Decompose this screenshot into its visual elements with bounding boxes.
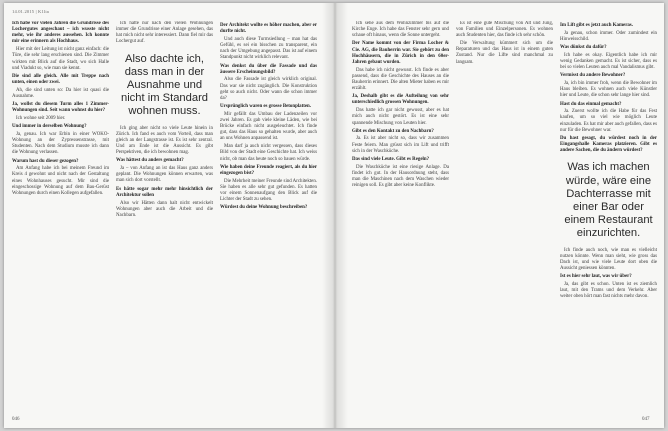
interview-question: Ist es hier sehr laut, was wir über? — [560, 274, 632, 280]
body-paragraph: Die Waschküche ist eine riesige Anlage. Da findet ich gut. In der Hausordnung steht, dass man die Maschinen nach dem Waschen wieder reinigen soll. Es gibt aber keine Konflikte. — [352, 164, 449, 189]
interview-question: Ja, Deshalb gibt es die Aufteilung von sehr unterschiedlich grossen Wohnungen. — [352, 94, 449, 106]
page-number-right: 047 — [642, 417, 650, 422]
body-paragraph: Am Anfang habe ich bei meinem Freund im Kreis 4 gewohnt und nicht nach der Gestaltung eines Wohnhauses gesucht. Mir sind die eingeschossige Wohnung auf dem Bau-Gerüst Wohnungen durch einen Kollegen aufgefallen. — [12, 166, 109, 196]
body-paragraph: Ja genau, schon immer. Oder zumindest ein Hinweisschild. — [560, 30, 657, 42]
interview-question: Was hättest du anders gemacht? — [116, 158, 184, 164]
body-paragraph: Und auch diese Turmsiedlung – man hat das Gefühl, es sei ein bisschen zu transparent, ein nach der Umgebung angepasst. Das ist auf einem Standpunkt nicht wirklich relevant. — [220, 36, 317, 61]
pull-quote: Also dachte ich, dass man in der Ausnahme und nicht im Standard wohnen muss. — [120, 52, 209, 118]
body-paragraph: Das habe ich nicht gewusst. Ich finde es aber passend, dass die Geschichte des Hauses an die Bauherrin erinnert. Die alten Mieter haben es mir erzählt. — [352, 67, 449, 92]
column-right-2 — [456, 21, 553, 401]
body-paragraph: Die Mehrheit meiner Freunde sind Architekten. Sie haben es alle sehr gut gefunden. Es hatten vor einem Sonnenaufgang den Blick auf die Lichter der Stadt zu sehen. — [220, 178, 317, 203]
interview-question: Und immer in derselben Wohnung? — [12, 124, 87, 130]
interview-question: Was dünkst du dafür? — [560, 45, 607, 51]
pull-quote: Was ich machen würde, wäre eine Dachterrasse mit einer Bar oder einem Restaurant einzurichten. — [564, 161, 653, 240]
interview-question: Vermisst du andere Bewohner? — [560, 73, 626, 79]
interview-question: Die sind alle gleich. Alle mit Treppe nach unten, einen oder zwei. — [12, 73, 109, 85]
interview-question: Ursprünglich waren es grosse Betonplatten. — [220, 104, 311, 110]
body-paragraph: Ich finde auch noch, wie man es vielleicht nutzen könnte. Wenn man sieht, wie gross das Dach ist, und wie viele Leute dort oben die Aussicht geniessen könnten. — [560, 247, 657, 272]
column-right-1 — [352, 21, 449, 401]
interview-question: Hast du das einmal gemacht? — [560, 101, 622, 107]
interview-question: Der Name kommt von der Firma Locher & Cie. AG, die Bauherrin war. Sie gehört zu den Hochhäusern, die in Zürich in den 60er-Jahren gebaut wurden. — [352, 41, 449, 65]
body-paragraph: Ah, die sind unten so: Da hier ist quasi die Ausnahme. — [12, 87, 109, 99]
body-paragraph: Die Verwaltung kümmert sich um die Reparaturen und das Haus ist in einem guten Zustand. Nur die Lifte sind manchmal zu langsam. — [456, 41, 553, 65]
column-left-2 — [116, 21, 213, 401]
body-paragraph: Man darf ja auch nicht vergessen, dass dieses Bild von der Stadt eine Geschichte hat. Ich weiss nicht, ob man das heute noch so bauen würde. — [220, 144, 317, 162]
body-paragraph: Mir gefällt das Umbau der Ladenzeilen vor zwei Jahren. Es gab viele kleine Läden, wie bei Brücke einfach nicht ausgeleuchtet. Ich finde gut, dass das Haus so gehalten wurde, aber auch an uns Wohnen anpassend ist. — [220, 111, 317, 142]
body-paragraph: Ja. Zuerst wollte ich die Habe für das Fest kaufen, um so viel wie möglich Leute einzuladen. Es hat mir aber auch gefallen, dass es nur für die Bewohner war. — [560, 109, 657, 133]
interview-question: Was denkst du über die Fassade und das äussere Erscheinungsbild? — [220, 63, 317, 75]
body-paragraph: Ich wohne seit 2009 hier. — [16, 115, 66, 121]
body-paragraph: Ich ging aber nicht so viele Leute hinein in Zürich. Ich fand es auch vom Vorteil, dass man gleich an der Langstrasse ist. Es ist sehr zentral. Und am Ende ist die Aussicht. Es gibt Perspektiven, die ich bewohnen mag. — [116, 125, 213, 156]
body-paragraph: Also wir Hätten dann halt nicht entwickelt Wohnungen aber auch die Arbeit und die Nachbarn. — [116, 200, 213, 218]
column-left-1 — [12, 21, 109, 401]
interview-question: Der Architekt wollte es höher machen, aber er durfte nicht. — [220, 23, 317, 35]
body-paragraph: Ja, das gibt es schon. Unten ist es ziemlich laut, mit den Trams und dem Verkehr. Aber weiter oben hört man fast nichts mehr davon. — [560, 281, 657, 300]
body-paragraph: Ja. Es ist aber nicht so, dass wir zusammen Feste feiern. Man grüsst sich im Lift und trifft sich in der Waschküche. — [352, 136, 449, 154]
interview-question: Warum hast du dieser gezogen? — [12, 158, 79, 164]
interview-question: Im Lift gibt es jetzt auch Kameras. — [560, 23, 633, 28]
body-paragraph: Das hatte ich gar nicht gewusst, aber es hat mich auch nicht gestört. Es ist eine sehr spannende Mischung von Leuten hier. — [352, 108, 449, 126]
interview-question: Ja, wollst du diesem Turm alles 1 Zimmer-Wohnungen sind. Seit wann wohnst du hier? — [12, 102, 109, 114]
page-number-left: 046 — [12, 417, 20, 422]
column-left-3 — [220, 21, 317, 401]
interview-question: Würdest du deine Wohnung beschreiben? — [220, 205, 308, 211]
body-paragraph: Ich hatte nur nach den vielen Wohnungen immer die Grundrisse einer Anlage gesehen, das hat mich nicht sehr interessiert. Dann fiel mir das Lochergut auf. — [116, 21, 213, 45]
interview-question: Es hätte sogar mehr mehr hinsichtlich der Architektur sollen — [116, 186, 213, 198]
body-paragraph: Es ist eine gute Mischung von Alt und Jung, von Familien und Einzelpersonen. Es wohnen auch Studenten hier, das finde ich sehr schön. — [456, 21, 553, 39]
left-page — [4, 3, 334, 428]
interview-question: Gibt es den Kontakt zu den Nachbarn? — [352, 128, 434, 134]
body-paragraph: Ja, ich bin immer froh, wenn die Bewohner im Haus bleiben. Es wohnen auch viele Künstler hier und Leute, die schon sehr lange hier sind. — [560, 81, 657, 99]
body-paragraph: Ja, genau. Ich war Erbin in einer WOKO-Wohnung an der Zypressenstrasse, mit Studenten. Nach dem Studium musste ich dann die Wohnung verlassen. — [12, 131, 109, 156]
interview-question: Wie haben deine Freunde reagiert, als du hier eingezogen bist? — [220, 164, 317, 176]
interview-question: Du hast gesagt, du würdest noch in der Eingangshalle Kameras platzieren. Gibt es andere Sachen, die du ändern würdest? — [560, 135, 657, 154]
body-paragraph: Ich sehe aus dem Wohnzimmer bis auf die Kirche Enge. Ich habe das Fenster sehr gern und schaue oft hinaus, wenn die Sonne untergeht. — [352, 21, 449, 39]
body-paragraph: Hier mit der Leitung ist nicht ganz einfach: die Türe, die sehr lang erschienen sind. Die Zimmer wirkten mit Blick auf die Stadt, wo sich Halle und Viadukt so, wie man sie kennt. — [12, 47, 109, 71]
right-page — [334, 3, 664, 428]
magazine-spread — [4, 3, 664, 428]
column-right-3 — [560, 21, 657, 401]
article-intro: Ich habe vor vielen Jahren die Grundrisse des Lochergutes angeschaut – ich wusste nicht mehr, wie ihr anderes aussehen. Ich konnte mir eine erinnern als Hochhaus. — [12, 21, 109, 45]
body-paragraph: Also die Fassade ist gleich wirklich original. Das war sie nicht zugänglich. Die Konstruktion geht so auch nicht. Oder wann die schon immer da? — [220, 77, 317, 101]
body-paragraph: Ich habe es okay. Eigentlich habe ich mir wenig Gedanken gemacht. Es ist sicher, dass es bei so vielen Leuten auch mal Vandalismus gibt. — [560, 52, 657, 71]
page-header: 14.01.2015 | K1lia — [12, 9, 49, 14]
interview-question: Das sind viele Leute. Gibt es Regeln? — [352, 156, 430, 162]
body-paragraph: Ja – von Anfang an ist das Haus ganz anders geplant. Die Wohnungen können erwarten, was man sich dort vorstellt. — [116, 166, 213, 184]
